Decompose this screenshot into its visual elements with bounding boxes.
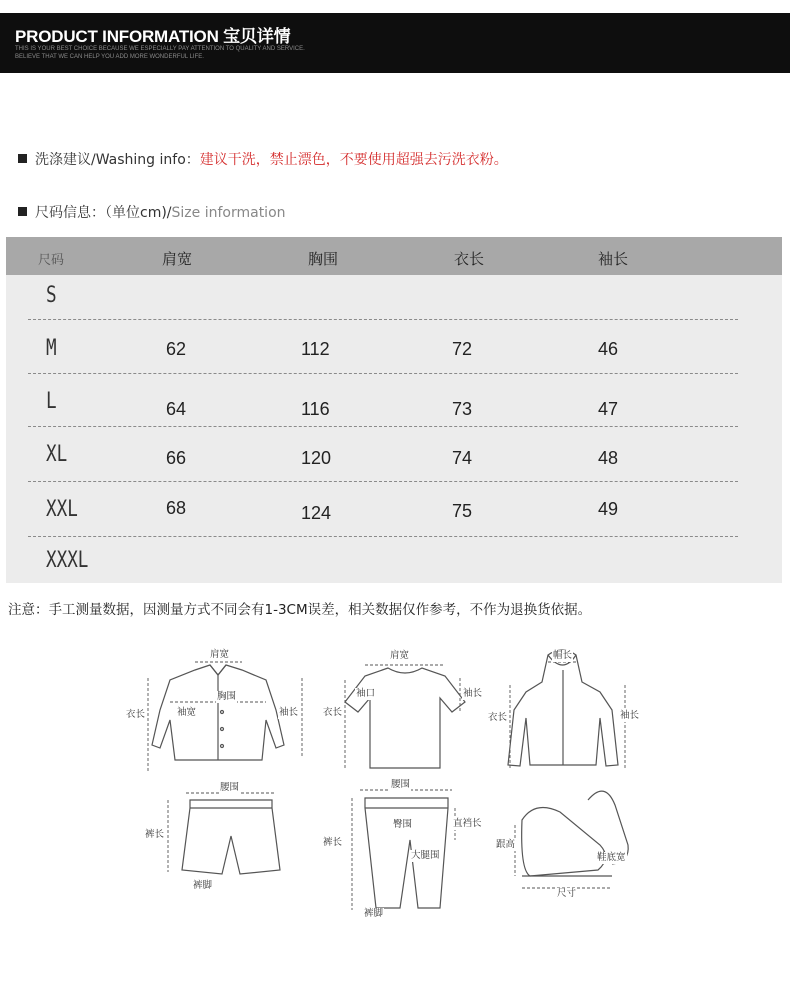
size-label: XXL xyxy=(46,497,78,522)
shirt-chest-label: 胸围 xyxy=(217,691,237,702)
trousers-rise-label: 直裆长 xyxy=(453,818,482,829)
size-info-label: 尺码信息：（单位cm)/ xyxy=(35,205,172,221)
hoodie-illustration xyxy=(508,650,618,766)
size-label: XXXL xyxy=(46,548,89,573)
trousers-thigh-label: 大腿围 xyxy=(411,850,440,861)
shirt-shoulder-label: 肩宽 xyxy=(210,649,230,660)
shirt-illustration xyxy=(152,665,284,760)
header-subtitle-line2: BELIEVE THAT WE CAN HELP YOU ADD MORE WONDERFUL LIFE. xyxy=(15,54,204,60)
product-info-header xyxy=(0,13,790,73)
hoodie-sleeve-label: 袖长 xyxy=(620,710,640,721)
chest-value: 112 xyxy=(301,339,330,359)
header-chest: 胸围 xyxy=(308,250,339,268)
shorts-length-label: 裤长 xyxy=(145,829,165,840)
length-value: 75 xyxy=(452,501,473,521)
length-value: 72 xyxy=(452,339,473,359)
sleeve-value: 47 xyxy=(598,399,619,419)
tshirt-cuff-label: 袖口 xyxy=(356,688,376,699)
measurement-diagrams xyxy=(0,640,790,930)
table-row xyxy=(6,275,782,320)
shoulder-value: 62 xyxy=(166,339,187,359)
header-shoulder: 肩宽 xyxy=(162,250,193,268)
trousers-length-label: 裤长 xyxy=(323,837,343,848)
washing-label: 洗涤建议/Washing info： xyxy=(35,152,200,168)
shirt-sleeve-label: 袖长 xyxy=(279,707,299,718)
size-info-label-en: Size information xyxy=(171,205,286,221)
size-label: L xyxy=(46,389,57,414)
table-row xyxy=(6,427,782,481)
length-value: 74 xyxy=(452,448,473,468)
chest-value: 116 xyxy=(301,399,330,419)
header-length: 衣长 xyxy=(454,250,485,268)
tshirt-sleeve-label: 袖长 xyxy=(463,688,483,699)
shirt-length-label: 衣长 xyxy=(126,709,146,720)
trousers-waist-label: 腰围 xyxy=(391,779,411,790)
washing-value: 建议干洗，禁止漂色，不要使用超强去污洗衣粉。 xyxy=(199,152,508,168)
bullet-square-icon xyxy=(18,154,27,163)
sleeve-value: 49 xyxy=(598,499,619,519)
chest-value: 120 xyxy=(301,448,332,468)
hoodie-length-label: 衣长 xyxy=(488,712,508,723)
tshirt-shoulder-label: 肩宽 xyxy=(390,650,410,661)
sleeve-value: 48 xyxy=(598,448,619,468)
shorts-waist-label: 腰围 xyxy=(220,782,240,793)
size-label: XL xyxy=(46,442,68,467)
shorts-illustration xyxy=(182,800,280,874)
shoes-heel-label: 跟高 xyxy=(496,839,516,850)
table-row xyxy=(6,537,782,583)
shoes-sole-width-label: 鞋底宽 xyxy=(597,852,626,863)
shorts-hem-label: 裤脚 xyxy=(193,880,213,891)
shoulder-value: 64 xyxy=(166,399,187,419)
sleeve-value: 46 xyxy=(598,339,619,359)
shoes-size-label: 尺寸 xyxy=(557,888,577,899)
chest-value: 124 xyxy=(301,503,332,523)
header-title: PRODUCT INFORMATION 宝贝详情 xyxy=(15,27,291,46)
header-size: 尺码 xyxy=(38,253,65,268)
size-table xyxy=(6,237,782,583)
trousers-hem-label: 裤脚 xyxy=(364,908,384,919)
size-table-header xyxy=(6,237,782,275)
table-row xyxy=(6,482,782,536)
length-value: 73 xyxy=(452,399,473,419)
table-row xyxy=(6,374,782,426)
header-sleeve: 袖长 xyxy=(598,250,629,268)
size-label: S xyxy=(46,283,57,308)
shoulder-value: 68 xyxy=(166,498,187,518)
measurement-note: 注意：手工测量数据，因测量方式不同会有1-3CM误差，相关数据仅作参考，不作为退换货依据。 xyxy=(8,602,592,618)
size-info-line xyxy=(18,202,286,222)
table-row xyxy=(6,320,782,374)
bullet-square-icon xyxy=(18,207,27,216)
tshirt-illustration xyxy=(345,668,465,768)
washing-info-line xyxy=(18,149,508,169)
shirt-sleeve-width-label: 袖宽 xyxy=(177,707,197,718)
shoulder-value: 66 xyxy=(166,448,187,468)
tshirt-length-label: 衣长 xyxy=(323,707,343,718)
size-label: M xyxy=(46,336,57,361)
trousers-hip-label: 臀围 xyxy=(393,819,413,830)
header-subtitle-line1: THIS IS YOUR BEST CHOICE BECAUSE WE ESPECIALLY PAY ATTENTION TO QUALITY AND SERVICE. xyxy=(15,46,305,52)
hoodie-hood-label: 帽长 xyxy=(553,650,573,661)
